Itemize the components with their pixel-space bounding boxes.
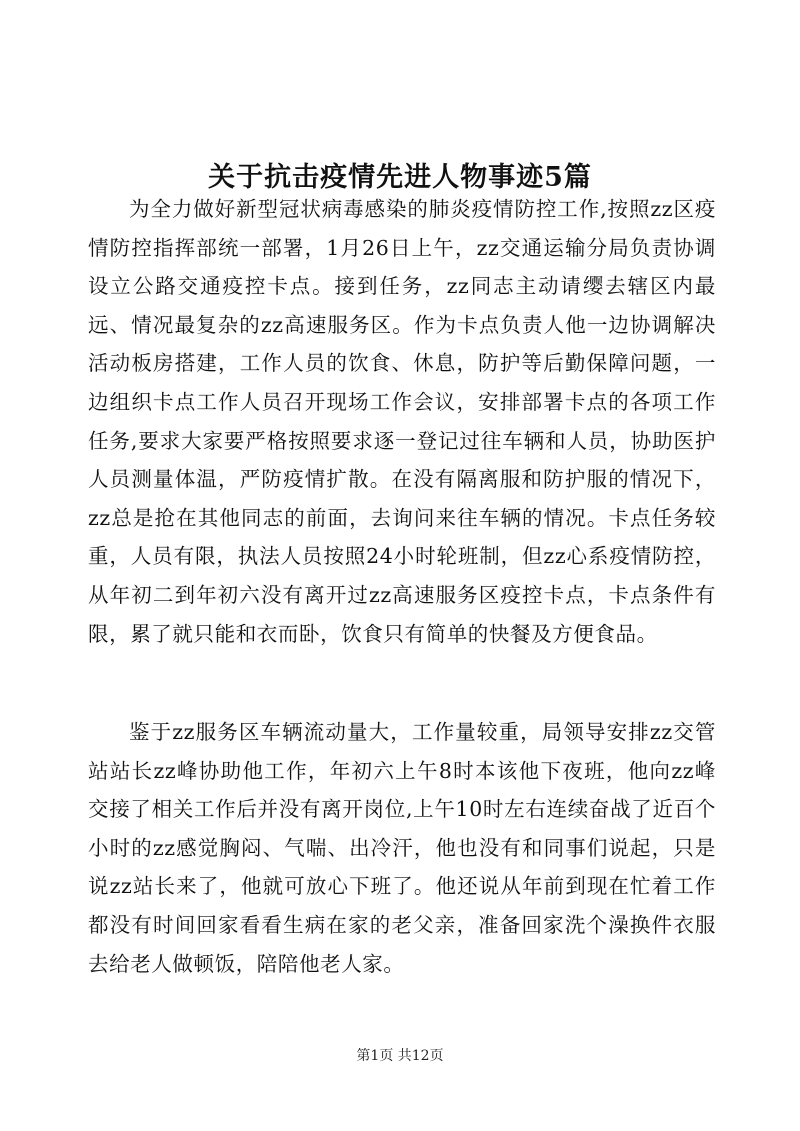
page-title: 关于抗击疫情先进人物事迹5篇 (208, 162, 592, 194)
page-number-footer: 第1页 共12页 (356, 1048, 444, 1064)
paragraph-2: 鉴于zz服务区车辆流动量大，工作量较重，局领导安排zz交管站站长zz峰协助他工作，年初六上午8时本该他下夜班，他向zz峰交接了相关工作后并没有离开岗位,上午10时左右连续奋战了近百个小时的zz感觉胸闷、气喘、出冷汗，他也没有和同事们说起，只是说zz站长来了，他就可放心下班了。他还说从年前到现在忙着工作都没有时间回家看看生病在家的老父亲，准备回家洗个澡换件衣服去给老人做顿饭，陪陪他老人家。 (88, 720, 716, 976)
paragraph-1: 为全力做好新型冠状病毒感染的肺炎疫情防控工作,按照zz区疫情防控指挥部统一部署，1月26日上午，zz交通运输分局负责协调设立公路交通疫控卡点。接到任务，zz同志主动请缨去辖区内最远、情况最复杂的zz高速服务区。作为卡点负责人他一边协调解决活动板房搭建，工作人员的饮食、休息，防护等后勤保障问题，一边组织卡点工作人员召开现场工作会议，安排部署卡点的各项工作任务,要求大家要严格按照要求逐一登记过往车辆和人员，协助医护人员测量体温，严防疫情扩散。在没有隔离服和防护服的情况下，zz总是抢在其他同志的前面，去询问来往车辆的情况。卡点任务较重，人员有限，执法人员按照24小时轮班制，但zz心系疫情防控，从年初二到年初六没有离开过zz高速服务区疫控卡点，卡点条件有限，累了就只能和衣而卧，饮食只有简单的快餐及方便食品。 (88, 197, 716, 646)
